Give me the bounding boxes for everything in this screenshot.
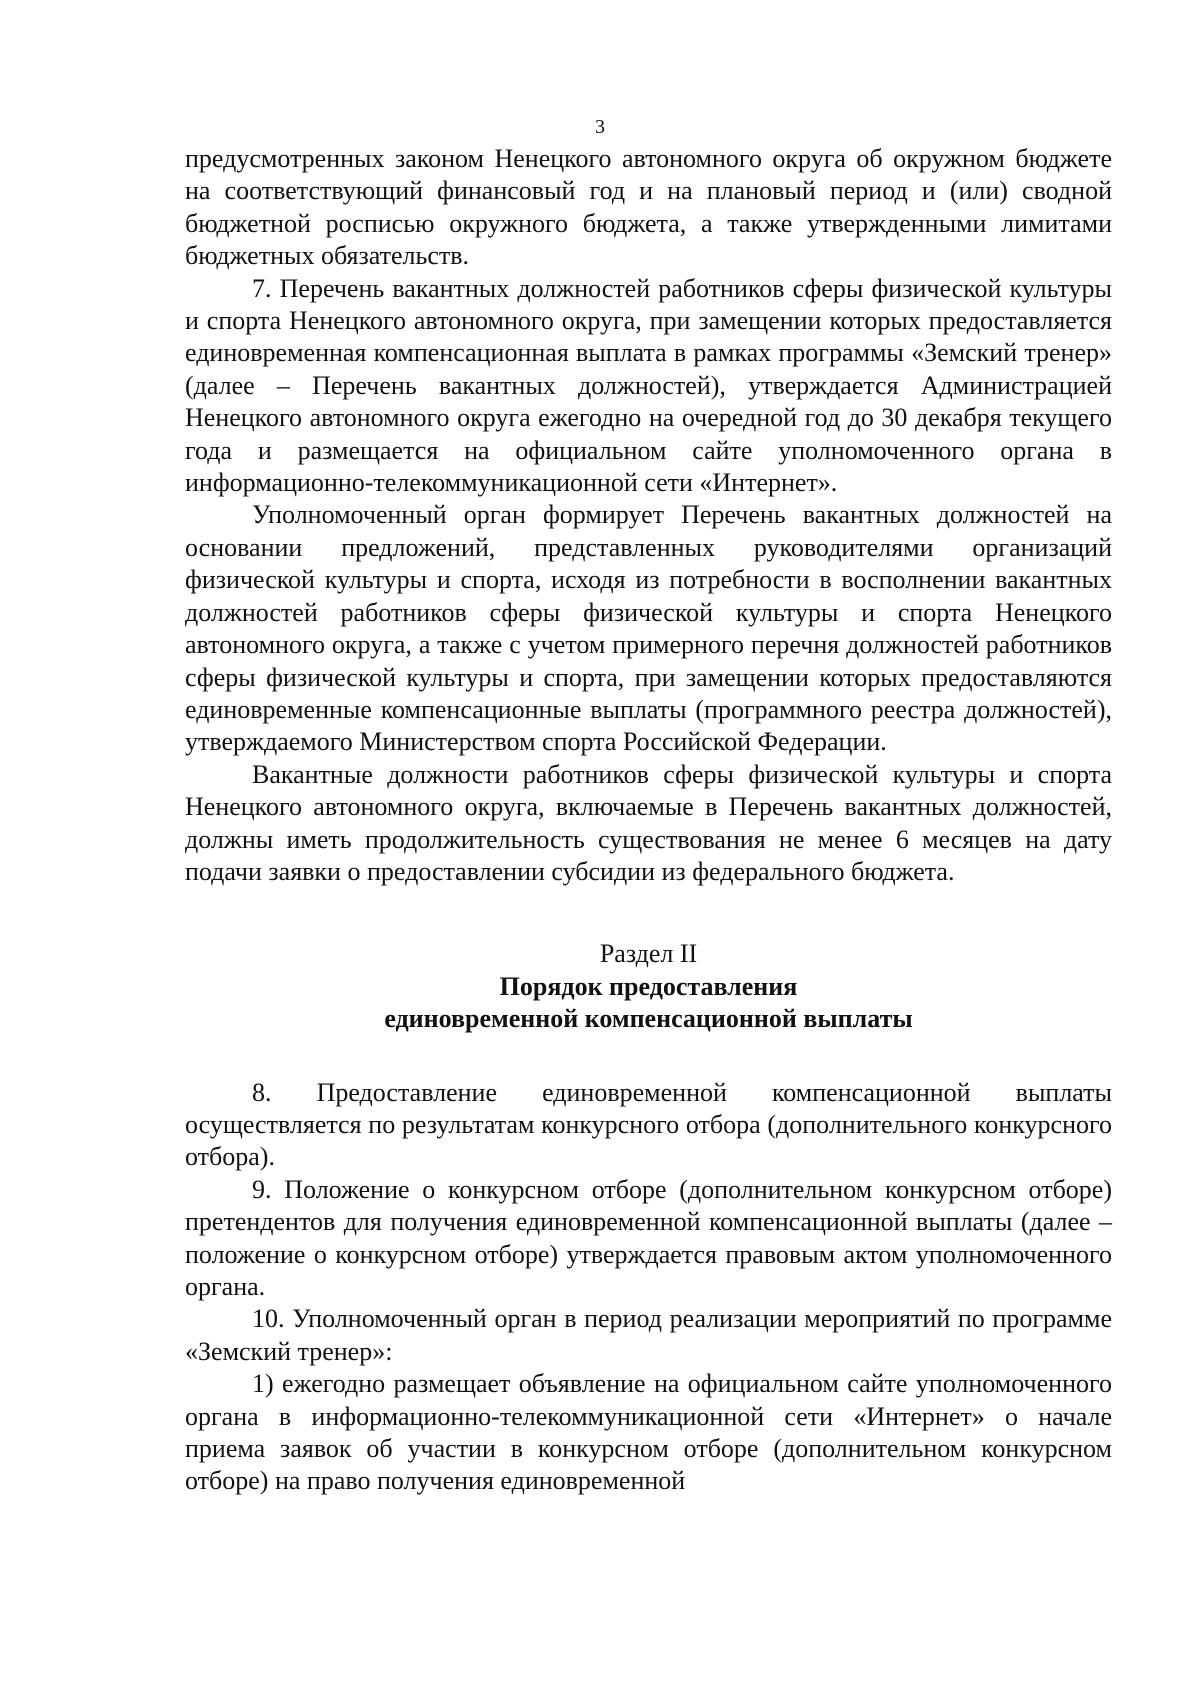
section-label: Раздел II <box>599 939 698 969</box>
document-body <box>185 143 1112 1498</box>
paragraph-item-9: 9. Положение о конкурсном отборе (дополнительном конкурсном отборе) претендентов для получения единовременной компенсационной выплаты (далее – положение о конкурсном отборе) утверждается правовым актом уполномоченного органа. <box>185 1174 1112 1301</box>
paragraph-item-7: 7. Перечень вакантных должностей работников сферы физической культуры и спорта Ненецкого автономного округа, при замещении которых предоставляется единовременная компенсационная выплата в рамках программы «Земский тренер» (далее – Перечень вакантных должностей), утверждается Администрацией Ненецкого автономного округа ежегодно на очередной год до 30 декабря текущего года и размещается на официальном сайте уполномоченного органа в информационно-телекоммуникационной сети «Интернет». <box>185 273 1112 498</box>
page-number: 3 <box>595 116 605 138</box>
section-header <box>185 938 1112 1035</box>
section-heading-line-1: Порядок предоставления <box>499 971 798 1001</box>
paragraph-subitem-1: 1) ежегодно размещает объявление на официальном сайте уполномоченного органа в информационно-телекоммуникационной сети «Интернет» о начале приема заявок об участии в конкурсном отборе (дополнительном конкурсном отборе) на право получения единовременной <box>185 1369 1112 1496</box>
paragraph-vacancy-duration: Вакантные должности работников сферы физической культуры и спорта Ненецкого автономного округа, включаемые в Перечень вакантных должностей, должны иметь продолжительность существования не менее 6 месяцев на дату подачи заявки о предоставлении субсидии из федерального бюджета. <box>185 759 1112 886</box>
paragraph-item-8: 8. Предоставление единовременной компенсационной выплаты осуществляется по результатам конкурсного отбора (дополнительного конкурсного отбора). <box>185 1077 1112 1172</box>
paragraph-list-formation: Уполномоченный орган формирует Перечень вакантных должностей на основании предложений, представленных руководителями организаций физической культуры и спорта, исходя из потребности в восполнении вакантных должностей работников сферы физической культуры и спорта Ненецкого автономного округа, а также с учетом примерного перечня должностей работников сферы физической культуры и спорта, при замещении которых предоставляются единовременные компенсационные выплаты (программного реестра должностей), утверждаемого Министерством спорта Российской Федерации. <box>185 500 1112 757</box>
paragraph-continuation: предусмотренных законом Ненецкого автономного округа об окружном бюджете на соответствующий финансовый год и на плановый период и (или) сводной бюджетной росписью окружного бюджета, а также утвержденными лимитами бюджетных обязательств. <box>185 144 1112 271</box>
section-heading-line-2: единовременной компенсационной выплаты <box>384 1004 913 1034</box>
section-heading <box>185 971 1112 1036</box>
paragraph-item-10: 10. Уполномоченный орган в период реализации мероприятий по программе «Земский тренер»: <box>185 1304 1112 1366</box>
